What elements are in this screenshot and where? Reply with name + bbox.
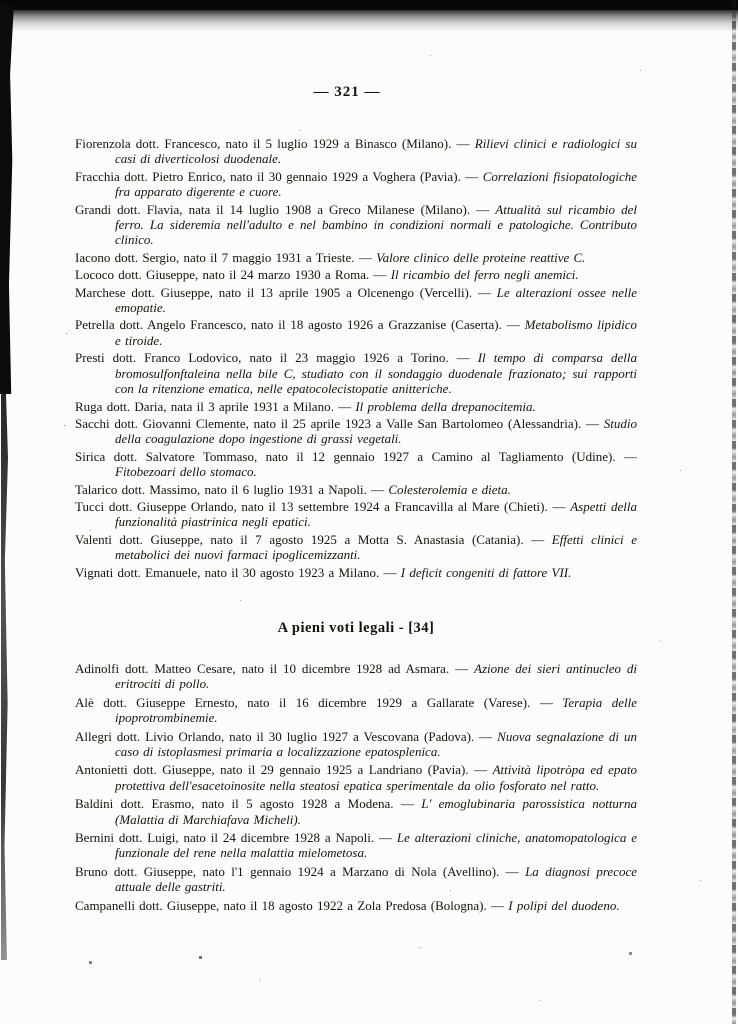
entry [75, 399, 637, 414]
entry-title: La diagnosi precoce attuale delle gastriti. [115, 863, 638, 895]
entry-title: Colesterolemia e dieta. [388, 481, 511, 497]
entry-lead: Grandi dott. Flavia, nata il 14 luglio 1908 a Greco Milanese (Milano). — [75, 201, 490, 217]
entry-lead: Tucci dott. Giuseppe Orlando, nato il 13 settembre 1924 a Francavilla al Mare (Chieti). — [75, 498, 566, 514]
scan-right-edge-artifact [732, 0, 736, 1024]
entry-title: Fitobezoari dello stomaco. [115, 464, 257, 480]
entry-title: Nuova segnalazione di un caso di istoplasmesi primaria a localizzazione epatosplenica. [115, 728, 637, 759]
entry-lead: Talarico dott. Massimo, nato il 6 luglio 1931 a Napoli. — [75, 481, 385, 497]
entry [75, 898, 637, 913]
entry-lead: Marchese dott. Giuseppe, nato il 13 aprile 1905 a Olcenengo (Vercelli). — [75, 284, 491, 300]
entry-title: Le alterazioni ossee nelle emopatie. [115, 284, 638, 316]
entry [75, 532, 637, 563]
entry-lead: Allegri dott. Livio Orlando, nato il 30 luglio 1927 a Vescovana (Padova). — [75, 728, 493, 744]
scan-left-edge-artifact [0, 4, 14, 394]
entry-lead: Baldini dott. Erasmo, nato il 5 agosto 1928 a Modena. — [75, 796, 414, 812]
section-heading: A pieni voti legali - [34] [277, 619, 435, 636]
entry [75, 416, 637, 447]
entry [75, 449, 637, 480]
entry-title: Il problema della drepanocitemia. [355, 398, 536, 414]
entry-title: Il ricambio del ferro negli anemici. [390, 267, 579, 283]
entry [75, 796, 637, 827]
entry [75, 830, 637, 861]
entry-list-bottom [75, 661, 637, 913]
entry-title: Terapia delle ipoprotrombinemie. [115, 694, 638, 726]
entry [75, 250, 637, 265]
entry-lead: Petrella dott. Angelo Francesco, nato il 18 agosto 1926 a Grazzanise (Caserta). — [75, 317, 520, 333]
entry [75, 729, 637, 760]
entry-title: I deficit congeniti di fattore VII. [400, 564, 572, 580]
text-block [75, 136, 637, 916]
entry-lead: Bruno dott. Giuseppe, nato l'1 gennaio 1924 a Marzano di Nola (Avellino). — [75, 863, 519, 879]
entry [75, 661, 637, 692]
entry-title: L' emoglubinaria parossistica notturna (Malattia di Marchiafava Micheli). [115, 796, 637, 827]
entry-title: Attualità sul ricambio del ferro. La sideremia nell'adulto e nel bambino in condizioni normali e patologiche. Contributo clinico. [115, 201, 638, 248]
entry-title: Le alterazioni cliniche, anatomopatologica e funzionale del rene nella malattia mielometosa. [115, 830, 637, 861]
page-number: — 321 — [313, 84, 381, 100]
entry [75, 267, 637, 282]
scan-left-edge-artifact-lower [1, 390, 8, 960]
entry [75, 499, 637, 530]
entry-lead: Ruga dott. Daria, nata il 3 aprile 1931 a Milano. — [75, 398, 352, 414]
scan-top-edge-artifact [0, 0, 738, 10]
entry-title: Correlazioni fisiopatologiche fra apparato digerente e cuore. [115, 168, 638, 200]
entry-lead: Vignati dott. Emanuele, nato il 30 agosto 1923 a Milano. — [75, 564, 397, 580]
entry-title: Effetti clinici e metabolici dei nuovi farmaci ipoglicemizzanti. [115, 531, 638, 563]
entry-title: Azione dei sieri antinucleo di eritrociti di pollo. [115, 660, 637, 692]
entry-lead: Fiorenzola dott. Francesco, nato il 5 luglio 1929 a Binasco (Milano). — [75, 136, 470, 151]
entry-lead: Adinolfi dott. Matteo Cesare, nato il 10 dicembre 1928 ad Asmara. — [75, 660, 469, 676]
entry [75, 864, 637, 895]
entry-title: I polipi del duodeno. [508, 897, 620, 913]
entry-lead: Sacchi dott. Giovanni Clemente, nato il 25 aprile 1923 a Valle San Bartolomeo (Alessandria). — [75, 415, 599, 431]
entry [75, 482, 637, 497]
entry-lead: Bernini dott. Luigi, nato il 24 dicembre 1928 a Napoli. — [75, 830, 393, 846]
entry [75, 169, 637, 200]
entry-title: Studio della coagulazione dopo ingestione di grassi vegetali. [115, 415, 638, 447]
entry-lead: Valenti dott. Giuseppe, nato il 7 agosto 1925 a Motta S. Anastasia (Catania). — [75, 531, 545, 547]
entry [75, 317, 637, 348]
entry-title: Valore clinico delle proteine reattive C. [376, 249, 586, 265]
entry-lead: Presti dott. Franco Lodovico, nato il 23 maggio 1926 a Torino. — [75, 350, 470, 366]
entry-title: Il tempo di comparsa della bromosulfonftaleina nella bile C, studiato con il sondaggio duodenale frazionato; sui rapporti con la ritenzione ematica, nelle epatocolecistopatie anitteriche. [115, 350, 638, 397]
entry-lead: Sirica dott. Salvatore Tommaso, nato il 12 gennaio 1927 a Camino al Tagliamento (Udine). — [75, 448, 637, 464]
entry [75, 565, 637, 580]
scan-noise-speckles [0, 0, 1, 1]
entry-title: Metabolismo lipidico e tiroide. [115, 317, 638, 348]
entry [75, 762, 637, 793]
entry [75, 285, 637, 316]
entry [75, 695, 637, 726]
entry-title: Attività lipotròpa ed epato protettiva dell'esacetoinosite nella steatosi epatica sperimentale da olio fosforato nel ratto. [115, 762, 638, 793]
entry-list-top [75, 136, 637, 580]
entry-lead: Campanelli dott. Giuseppe, nato il 18 agosto 1922 a Zola Predosa (Bologna). — [75, 897, 505, 913]
entry-lead: Fracchia dott. Pietro Enrico, nato il 30 gennaio 1929 a Voghera (Pavia). — [75, 168, 479, 184]
entry-lead: Iacono dott. Sergio, nato il 7 maggio 1931 a Trieste. — [75, 249, 372, 265]
entry-lead: Antonietti dott. Giuseppe, nato il 29 gennaio 1925 a Landriano (Pavia). — [75, 762, 488, 778]
entry-lead: Lococo dott. Giuseppe, nato il 24 marzo 1930 a Roma. — [75, 267, 387, 283]
entry [75, 350, 637, 396]
entry [75, 202, 637, 248]
entry [75, 136, 637, 167]
entry-lead: Alè dott. Giuseppe Ernesto, nato il 16 dicembre 1929 a Gallarate (Varese). — [75, 694, 553, 710]
entry-title: Rilievi clinici e radiologici su casi di diverticolosi duodenale. [115, 136, 637, 167]
entry-title: Aspetti della funzionalità piastrinica negli epatici. [115, 498, 638, 530]
